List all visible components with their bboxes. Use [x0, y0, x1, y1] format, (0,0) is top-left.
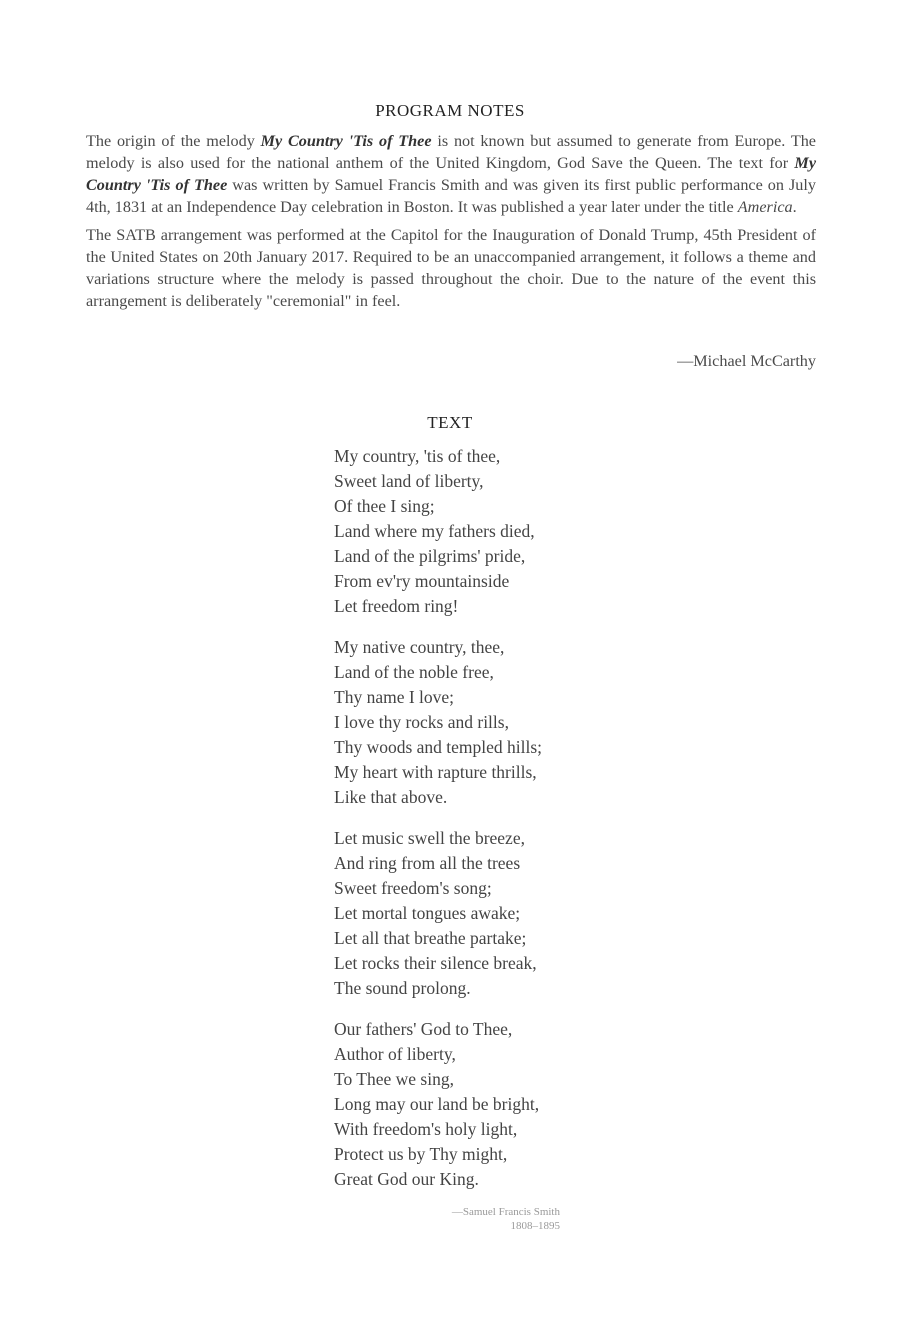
poem-line: Let mortal tongues awake;: [334, 903, 521, 923]
poem-line: Sweet freedom's song;: [334, 878, 492, 898]
stanza: [334, 826, 542, 1001]
poem-text: [334, 444, 542, 1208]
notes-p1-text-d: .: [792, 198, 797, 216]
poem-line: Protect us by Thy might,: [334, 1144, 508, 1164]
poem-line: The sound prolong.: [334, 978, 471, 998]
notes-paragraph-1: [86, 130, 816, 218]
poem-line: Sweet land of liberty,: [334, 471, 484, 491]
poem-line: Thy name I love;: [334, 687, 455, 707]
poem-line: Let freedom ring!: [334, 596, 459, 616]
stanza: [334, 444, 542, 619]
notes-signature: —Michael McCarthy: [677, 352, 816, 370]
stanza: [334, 1017, 542, 1192]
poem-line: With freedom's holy light,: [334, 1119, 518, 1139]
poem-line: My native country, thee,: [334, 637, 505, 657]
notes-p1-text-b: is not known but assumed to generate from Europe. The melody is also used for the national anthem of the United Kingdom, God Save the Queen. The text for: [86, 132, 816, 172]
poem-line: Our fathers' God to Thee,: [334, 1019, 513, 1039]
published-title: America: [737, 198, 793, 216]
poem-line: Let music swell the breeze,: [334, 828, 525, 848]
poem-line: My country, 'tis of thee,: [334, 446, 501, 466]
poem-line: Let all that breathe partake;: [334, 928, 527, 948]
notes-p1-text-a: The origin of the melody: [86, 132, 261, 150]
poem-line: Long may our land be bright,: [334, 1094, 540, 1114]
program-notes-body: [86, 130, 816, 318]
text-attribution: [380, 1205, 560, 1233]
text-heading: TEXT: [427, 413, 473, 432]
attribution-dates: 1808–1895: [510, 1220, 560, 1232]
notes-p1-text-c: was written by Samuel Francis Smith and was given its first public performance on July 4th, 1831 at an Independence Day celebration in Boston. It was published a year later under the title: [86, 176, 816, 216]
poem-line: Author of liberty,: [334, 1044, 456, 1064]
poem-line: Land of the noble free,: [334, 662, 494, 682]
poem-line: My heart with rapture thrills,: [334, 762, 537, 782]
poem-line: From ev'ry mountainside: [334, 571, 510, 591]
poem-line: To Thee we sing,: [334, 1069, 454, 1089]
poem-line: Let rocks their silence break,: [334, 953, 537, 973]
poem-line: Land of the pilgrims' pride,: [334, 546, 526, 566]
poem-line: And ring from all the trees: [334, 853, 521, 873]
song-title: My Country 'Tis of Thee: [260, 132, 432, 150]
poem-line: Thy woods and templed hills;: [334, 737, 543, 757]
poem-line: Land where my fathers died,: [334, 521, 535, 541]
stanza: [334, 635, 542, 810]
poem-line: I love thy rocks and rills,: [334, 712, 509, 732]
poem-line: Of thee I sing;: [334, 496, 435, 516]
attribution-name: —Samuel Francis Smith: [451, 1206, 560, 1218]
poem-line: Great God our King.: [334, 1169, 479, 1189]
notes-paragraph-2: The SATB arrangement was performed at the Capitol for the Inauguration of Donald Trump, 45th President of the United States on 20th January 2017. Required to be an unaccompanied arrangement, it follows a theme and variations structure where the melody is passed throughout the choir. Due to the nature of the event this arrangement is deliberately "ceremonial" in feel.: [86, 226, 816, 310]
poem-line: Like that above.: [334, 787, 448, 807]
program-notes-heading: PROGRAM NOTES: [375, 101, 525, 120]
song-title: My Country 'Tis of Thee: [86, 154, 816, 194]
